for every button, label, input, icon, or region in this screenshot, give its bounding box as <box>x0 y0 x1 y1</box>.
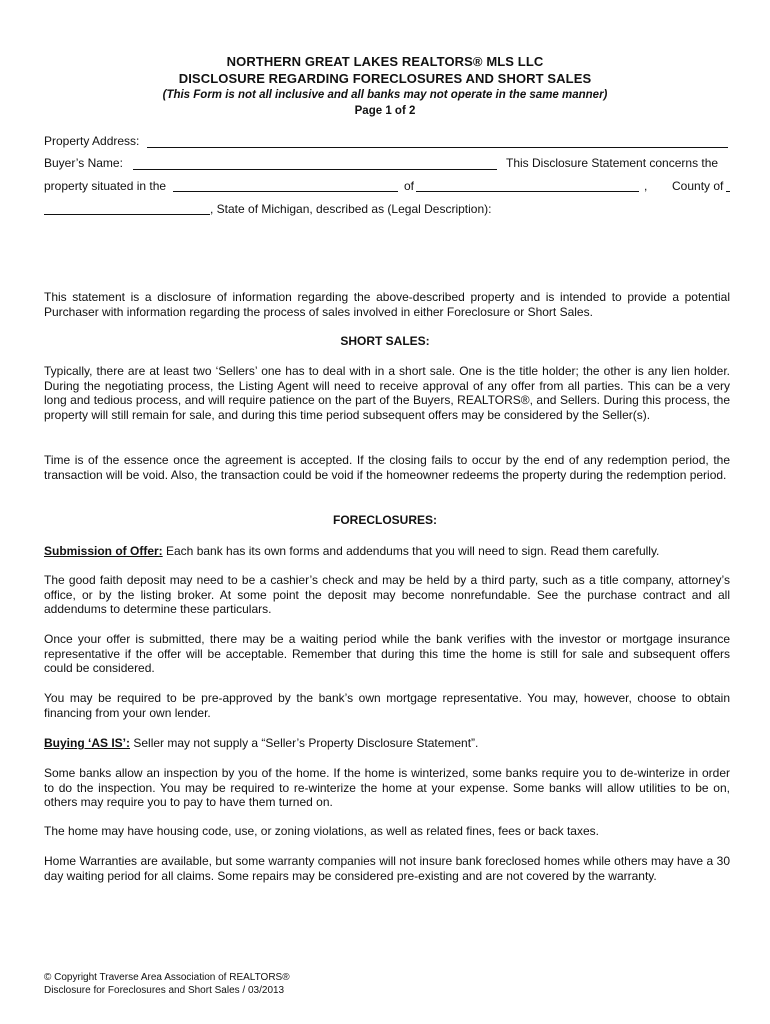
concerns-label: This Disclosure Statement concerns the <box>506 156 719 170</box>
waiting-period-paragraph: Once your offer is submitted, there may be a waiting period while the bank verifies with the investor or mortgage insurance representative if the offer will be acceptable. Remember that during this time the home is still for sale and subsequent offers could be considered. <box>44 632 730 676</box>
page-number: Page 1 of 2 <box>354 105 416 117</box>
township-field[interactable] <box>416 191 639 192</box>
document-subtitle: DISCLOSURE REGARDING FORECLOSURES AND SHORT SALES <box>178 71 592 86</box>
buying-as-is-lead: Buying ‘AS IS’: <box>44 736 131 750</box>
municipality-field[interactable] <box>173 191 398 192</box>
of-label: of <box>404 179 415 193</box>
property-address-field[interactable] <box>147 147 728 148</box>
footer <box>44 972 290 997</box>
buyers-name-label: Buyer’s Name: <box>44 156 123 170</box>
intro-paragraph: This statement is a disclosure of information regarding the above-described property and is intended to provide a potential Purchaser with information regarding the process of sales involved in either Foreclosure or Short Sales. <box>44 290 730 319</box>
situated-label: property situated in the <box>44 179 167 193</box>
county-label: County of <box>672 179 724 193</box>
legal-description-label: , State of Michigan, described as (Legal Description): <box>210 202 492 216</box>
form-identifier: Disclosure for Foreclosures and Short Sales / 03/2013 <box>44 984 285 996</box>
buying-as-is-text: Seller may not supply a “Seller’s Property Disclosure Statement”. <box>130 736 479 750</box>
submission-of-offer-paragraph <box>44 544 730 559</box>
county-field[interactable] <box>726 191 730 192</box>
county-name-field[interactable] <box>44 214 210 215</box>
submission-of-offer-lead: Submission of Offer: <box>44 544 163 558</box>
document-note: (This Form is not all inclusive and all banks may not operate in the same manner) <box>162 89 608 101</box>
foreclosures-heading: FORECLOSURES: <box>332 513 437 527</box>
buyers-name-field[interactable] <box>133 169 497 170</box>
short-sales-paragraph-1: Typically, there are at least two ‘Sellers’ one has to deal with in a short sale. One is the title holder; the other is any lien holder. During the negotiating process, the Listing Agent will need to receive approval of any offer from all parties. This can be a very long and tedious process, and will require patience on the part of the Buyers, REALTORS®, and Sellers. During this process, the property will still remain for sale, and during this time period subsequent offers may be considered by the Seller(s). <box>44 364 730 422</box>
document-title: NORTHERN GREAT LAKES REALTORS® MLS LLC <box>226 54 544 69</box>
short-sales-heading: SHORT SALES: <box>340 334 430 348</box>
property-address-label: Property Address: <box>44 134 140 148</box>
buying-as-is-paragraph <box>44 736 730 751</box>
short-sales-paragraph-2: Time is of the essence once the agreement is accepted. If the closing fails to occur by the end of any redemption period, the transaction will be void. Also, the transaction could be void if the homeowner redeems the property during the redemption period. <box>44 453 730 482</box>
violations-paragraph: The home may have housing code, use, or zoning violations, as well as related fines, fees or back taxes. <box>44 824 599 838</box>
warranties-paragraph: Home Warranties are available, but some warranty companies will not insure bank foreclosed homes while others may have a 30 day waiting period for all claims. Some repairs may be considered pre-existing and are not covered by the warranty. <box>44 854 730 883</box>
copyright-text: © Copyright Traverse Area Association of REALTORS® <box>44 972 290 983</box>
submission-of-offer-text: Each bank has its own forms and addendums that you will need to sign. Read them carefully. <box>162 544 660 558</box>
comma-separator: , <box>644 179 648 193</box>
pre-approval-paragraph: You may be required to be pre-approved by the bank’s own mortgage representative. You may, however, choose to obtain financing from your own lender. <box>44 691 730 720</box>
deposit-paragraph: The good faith deposit may need to be a cashier’s check and may be held by a third party, such as a title company, attorney’s office, or by the listing broker. At some point the deposit may become nonrefundable. See the purchase contract and all addendums to determine these particulars. <box>44 573 730 617</box>
inspection-paragraph: Some banks allow an inspection by you of the home. If the home is winterized, some banks require you to de-winterize in order to do the inspection. You may be required to re-winterize the home at your expense. Some banks will allow utilities to be on, others may require you to pay to have them turned on. <box>44 766 730 810</box>
